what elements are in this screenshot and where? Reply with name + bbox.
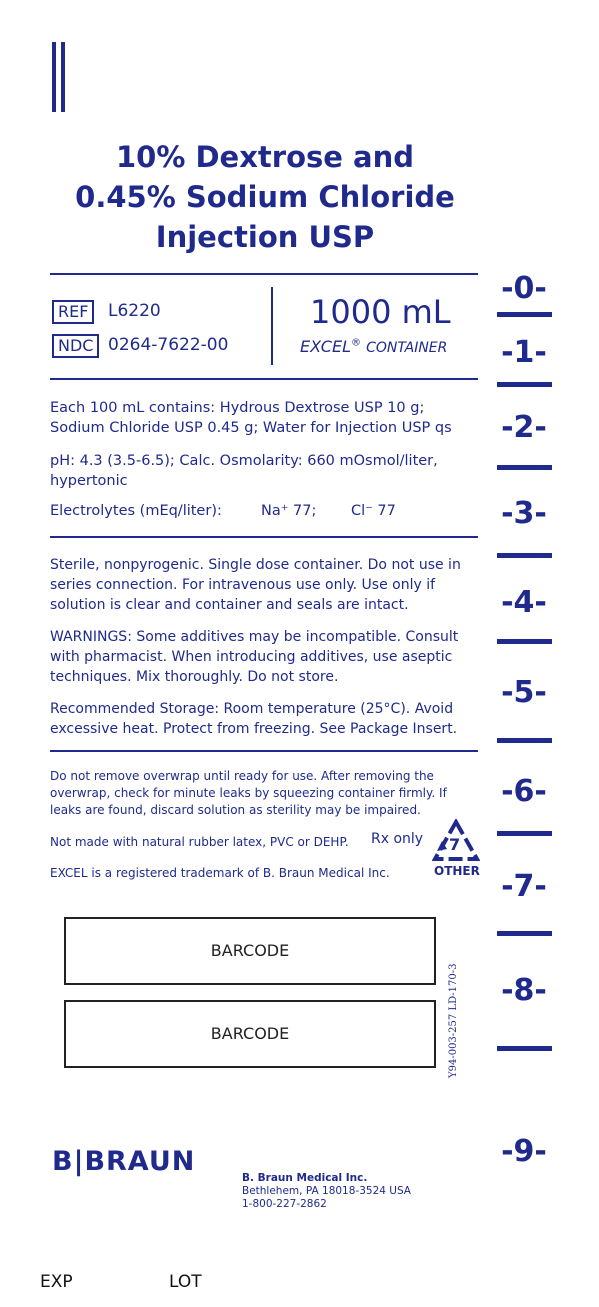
grad-line-1	[497, 382, 552, 387]
grad-line-8	[497, 1046, 552, 1051]
grad-label-1: -1-	[501, 335, 547, 370]
grad-line-4	[497, 639, 552, 644]
storage-text: Recommended Storage: Room temperature (25°C). Avoid excessive heat. Protect from freezing. See Package Insert.	[50, 701, 458, 737]
vertical-code: Y94-003-257 LD-170-3	[448, 963, 459, 1078]
title-line-2: 0.45% Sodium Chloride	[75, 180, 455, 214]
recycle-number: 7	[449, 835, 461, 854]
divider-4	[50, 750, 478, 752]
top-bar-right	[61, 42, 65, 112]
exp-label: EXP	[40, 1272, 73, 1292]
braun-logo: B|BRAUN	[52, 1146, 196, 1177]
latex-text: Not made with natural rubber latex, PVC or DEHP.	[50, 835, 349, 849]
excel-brand: EXCEL	[300, 337, 351, 356]
vertical-divider	[271, 287, 273, 365]
ph-line-2: hypertonic	[50, 473, 128, 489]
title-line-3: Injection USP	[155, 220, 375, 254]
top-bar-left	[52, 42, 56, 112]
container-word: CONTAINER	[366, 340, 448, 356]
electrolytes-label: Electrolytes (mEq/liter):	[50, 503, 222, 519]
company-address-block	[242, 1172, 411, 1211]
company-phone: 1-800-227-2862	[242, 1198, 327, 1210]
grad-label-3: -3-	[501, 496, 547, 531]
sodium-value: Na⁺ 77;	[261, 503, 317, 519]
divider-3	[50, 536, 478, 538]
composition-line-1: Each 100 mL contains: Hydrous Dextrose USP 10 g;	[50, 400, 425, 416]
ndc-label-box: NDC	[52, 334, 99, 358]
sterile-text: Sterile, nonpyrogenic. Single dose container. Do not use in series connection. For intravenous use only. Use only if solution is clear and container and seals are intact.	[50, 557, 461, 613]
grad-line-5	[497, 738, 552, 743]
divider-2	[50, 378, 478, 380]
warnings-label: WARNINGS:	[50, 629, 132, 645]
recycle-label: OTHER	[434, 864, 480, 878]
chloride-value: Cl⁻ 77	[351, 503, 396, 519]
grad-line-3	[497, 553, 552, 558]
grad-line-0	[497, 312, 552, 317]
grad-line-6	[497, 831, 552, 836]
warnings-body: Some additives may be incompatible. Consult with pharmacist. When introducing additives, use aseptic techniques. Mix thoroughly. Do not store.	[50, 629, 459, 685]
grad-label-9: -9-	[501, 1134, 547, 1169]
warnings-text	[50, 627, 480, 687]
grad-line-2	[497, 465, 552, 470]
company-address: Bethlehem, PA 18018-3524 USA	[242, 1185, 411, 1197]
barcode-1: BARCODE	[64, 917, 436, 985]
title-line-1: 10% Dextrose and	[115, 140, 415, 174]
overwrap-text: Do not remove overwrap until ready for use. After removing the overwrap, check for minute leaks by squeezing container firmly. If leaks are found, discard solution as sterility may be impaired.	[50, 769, 447, 817]
ref-value: L6220	[108, 301, 161, 321]
trademark-text: EXCEL is a registered trademark of B. Braun Medical Inc.	[50, 866, 390, 880]
ndc-value: 0264-7622-00	[108, 335, 229, 355]
ph-line-1: pH: 4.3 (3.5-6.5); Calc. Osmolarity: 660 mOsmol/liter,	[50, 453, 438, 469]
grad-label-0: -0-	[501, 271, 547, 306]
grad-line-7	[497, 931, 552, 936]
ref-label-box: REF	[52, 300, 94, 324]
product-title	[0, 137, 530, 257]
grad-label-7: -7-	[501, 869, 547, 904]
grad-label-2: -2-	[501, 410, 547, 445]
registered-mark: ®	[350, 337, 361, 349]
volume-text: 1000 mL	[310, 293, 451, 331]
grad-label-5: -5-	[501, 675, 547, 710]
grad-label-6: -6-	[501, 774, 547, 809]
grad-label-4: -4-	[501, 585, 547, 620]
container-label	[300, 337, 447, 356]
divider-1	[50, 273, 478, 275]
grad-label-8: -8-	[501, 973, 547, 1008]
composition-line-2: Sodium Chloride USP 0.45 g; Water for Injection USP qs	[50, 420, 452, 436]
rx-only: Rx only	[371, 831, 424, 847]
company-name: B. Braun Medical Inc.	[242, 1172, 368, 1184]
barcode-2: BARCODE	[64, 1000, 436, 1068]
lot-label: LOT	[169, 1272, 202, 1292]
